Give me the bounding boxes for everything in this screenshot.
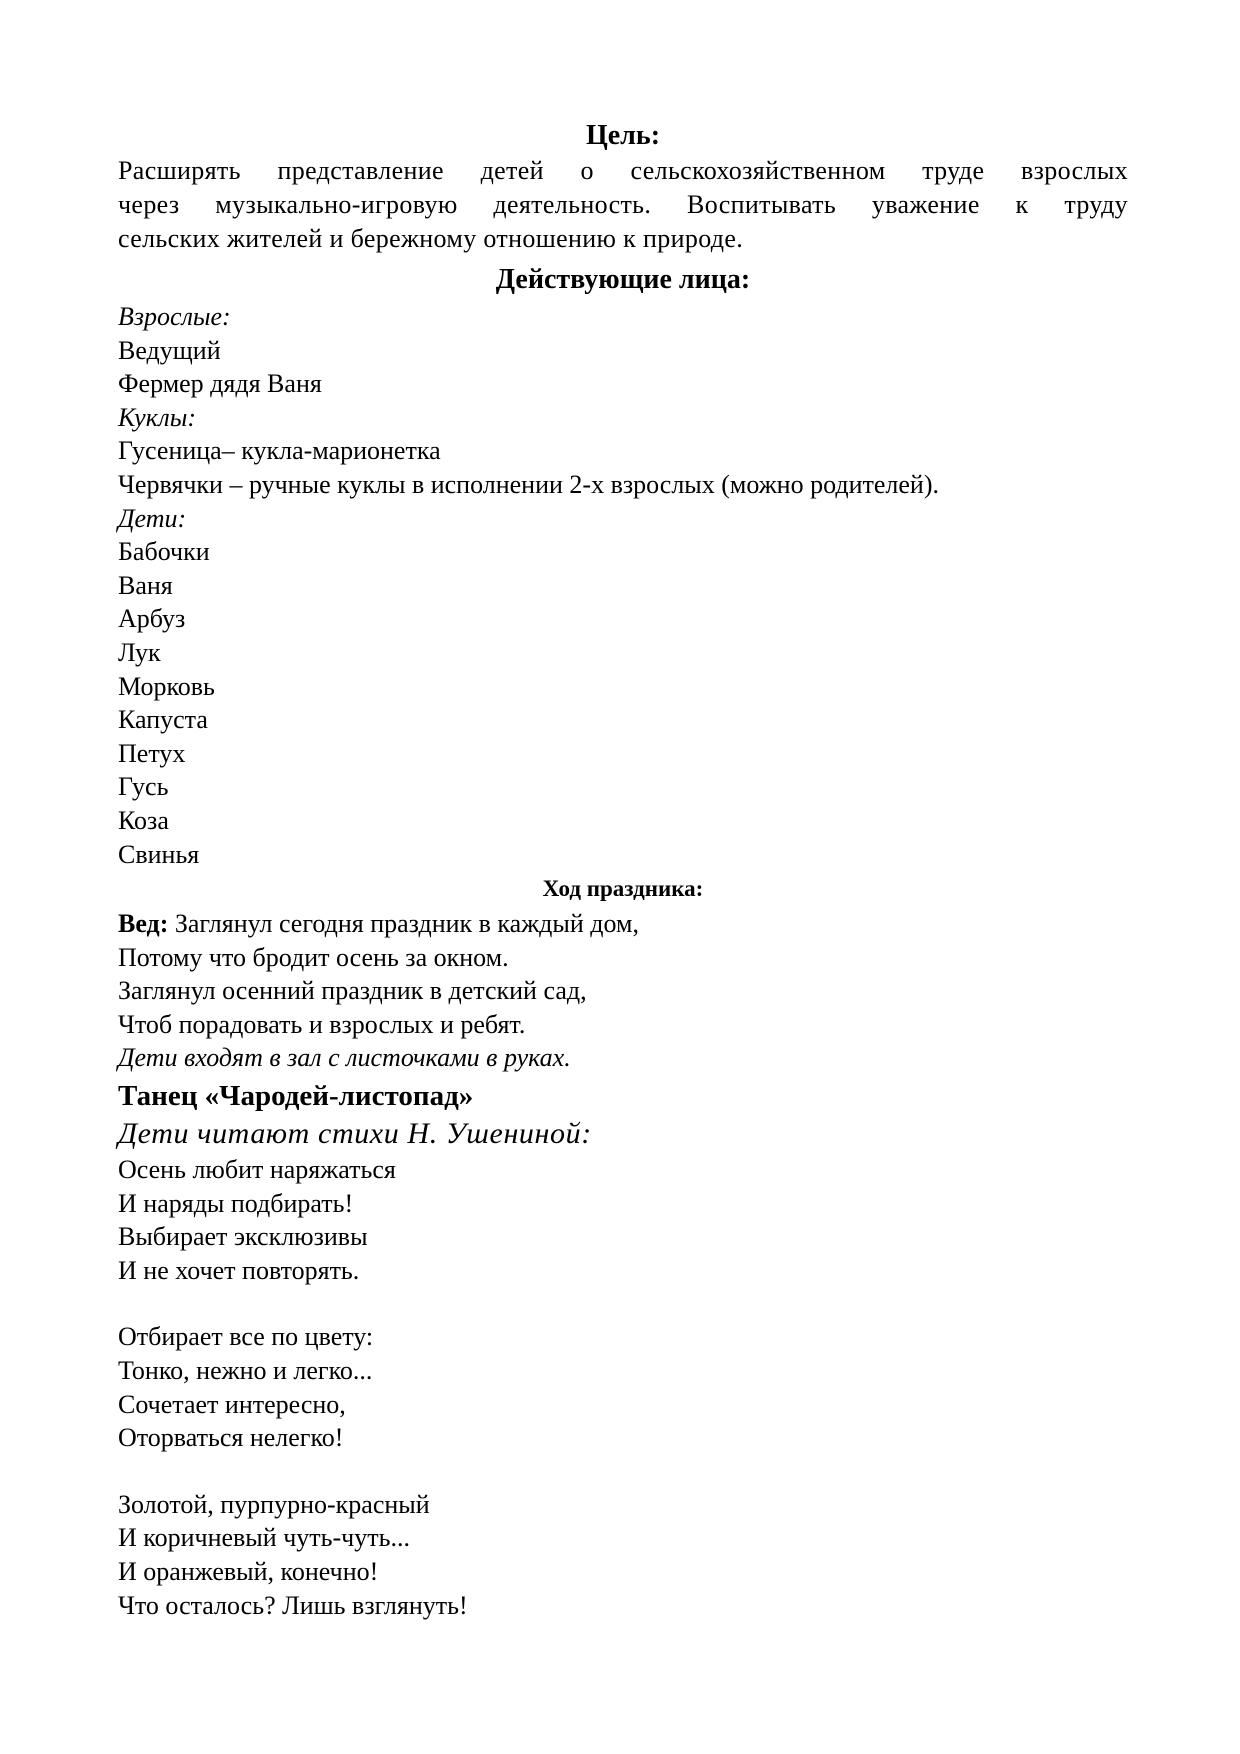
- goal-title: Цель:: [585, 120, 661, 151]
- poem-line: И наряды подбирать!: [118, 1188, 354, 1218]
- child-item: Гусь: [118, 772, 169, 802]
- characters-title: Действующие лица:: [495, 264, 751, 295]
- puppets-label: Куклы:: [118, 402, 196, 432]
- child-item: Капуста: [118, 705, 208, 735]
- goal-paragraph: [118, 154, 1128, 256]
- poem-stanza: [118, 1320, 1128, 1454]
- poem-line: Золотой, пурпурно-красный: [118, 1489, 430, 1519]
- child-item: Бабочки: [118, 537, 210, 567]
- goal-line: Расширять представление детей о сельскохозяйственном труде взрослых: [118, 156, 1128, 185]
- goal-line: сельских жителей и бережному отношению к природе.: [118, 224, 744, 253]
- child-item: Ваня: [118, 570, 173, 600]
- poem-stanza: [118, 1153, 1128, 1287]
- poem-line: Что осталось? Лишь взглянуть!: [118, 1590, 468, 1620]
- child-item: Свинья: [118, 839, 200, 869]
- adults-label: Взрослые:: [118, 302, 231, 331]
- goal-line: через музыкально-игровую деятельность. Воспитывать уважение к труду: [118, 190, 1128, 219]
- puppet-item: Гусеница– кукла-марионетка: [118, 436, 441, 466]
- adult-item: Ведущий: [118, 335, 221, 365]
- course-title: Ход праздника:: [542, 876, 704, 902]
- puppet-item: Червячки – ручные куклы в исполнении 2-х взрослых (можно родителей).: [118, 469, 939, 499]
- poem-stanza: [118, 1488, 1128, 1622]
- poem-intro: Дети читают стихи Н. Ушениной:: [118, 1117, 592, 1151]
- host-line: Заглянул осенний праздник в детский сад,: [118, 976, 587, 1006]
- adult-item: Фермер дядя Ваня: [118, 369, 322, 399]
- poem-line: Сочетает интересно,: [118, 1389, 346, 1419]
- poem-line: И коричневый чуть-чуть...: [118, 1523, 410, 1553]
- child-item: Морковь: [118, 671, 215, 701]
- child-item: Арбуз: [118, 604, 186, 634]
- host-line: Чтоб порадовать и взрослых и ребят.: [118, 1009, 526, 1039]
- poem-line: И не хочет повторять.: [118, 1255, 360, 1285]
- stage-direction: Дети входят в зал с листочками в руках.: [118, 1043, 571, 1073]
- poem-line: Тонко, нежно и легко...: [118, 1356, 373, 1386]
- host-speech: [118, 907, 1128, 1075]
- speaker-label: Вед:: [118, 909, 169, 939]
- poem-line: Оторваться нелегко!: [118, 1423, 344, 1453]
- poem-line: Отбирает все по цвету:: [118, 1322, 374, 1352]
- document-page: [118, 118, 1128, 1622]
- poem-line: И оранжевый, конечно!: [118, 1557, 379, 1586]
- poem-line: Выбирает эксклюзивы: [118, 1222, 368, 1252]
- child-item: Коза: [118, 805, 169, 835]
- host-line: Потому что бродит осень за окном.: [118, 942, 509, 972]
- host-first-line: Заглянул сегодня праздник в каждый дом,: [168, 909, 639, 939]
- dance-title: Танец «Чародей-листопад»: [118, 1080, 474, 1113]
- children-label: Дети:: [118, 503, 187, 533]
- child-item: Лук: [118, 637, 161, 667]
- poem-line: Осень любит наряжаться: [118, 1155, 396, 1185]
- characters-list: [118, 300, 1128, 871]
- child-item: Петух: [118, 738, 186, 768]
- host-line: [118, 907, 1128, 941]
